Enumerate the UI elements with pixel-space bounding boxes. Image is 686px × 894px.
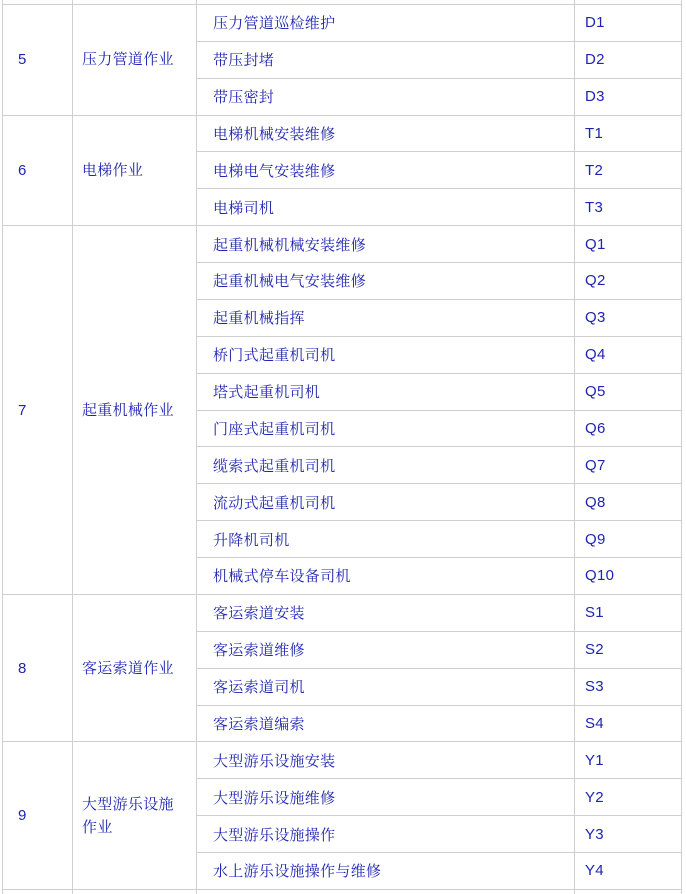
category-cell: 起重机械作业 [73,226,197,595]
item-code-cell: S2 [575,632,682,669]
item-name-cell: 电梯电气安装维修 [197,152,575,189]
partial-row-cell [575,890,682,894]
item-code-cell: Y2 [575,779,682,816]
item-name-cell: 缆索式起重机司机 [197,447,575,484]
item-name-cell: 大型游乐设施操作 [197,816,575,853]
item-name-cell: 起重机械机械安装维修 [197,226,575,263]
item-name-cell: 大型游乐设施维修 [197,779,575,816]
item-name-cell: 流动式起重机司机 [197,484,575,521]
row-number-cell: 8 [3,595,73,743]
item-code-cell: Y3 [575,816,682,853]
partial-row-cell [197,890,575,894]
category-cell: 电梯作业 [73,116,197,227]
row-number-cell: 6 [3,116,73,227]
item-code-cell: S1 [575,595,682,632]
item-name-cell: 起重机械电气安装维修 [197,263,575,300]
row-number-cell: 7 [3,226,73,595]
item-code-cell: Q6 [575,411,682,448]
item-code-cell: T1 [575,116,682,153]
item-name-cell: 门座式起重机司机 [197,411,575,448]
row-number-cell: 9 [3,742,73,890]
item-code-cell: T2 [575,152,682,189]
item-name-cell: 大型游乐设施安装 [197,742,575,779]
item-name-cell: 电梯机械安装维修 [197,116,575,153]
item-code-cell: T3 [575,189,682,226]
item-name-cell: 机械式停车设备司机 [197,558,575,595]
item-name-cell: 客运索道维修 [197,632,575,669]
item-code-cell: D2 [575,42,682,79]
item-name-cell: 起重机械指挥 [197,300,575,337]
category-cell: 客运索道作业 [73,595,197,743]
category-cell: 大型游乐设施作业 [73,742,197,890]
item-name-cell: 压力管道巡检维护 [197,5,575,42]
item-code-cell: Q9 [575,521,682,558]
item-code-cell: Q10 [575,558,682,595]
item-code-cell: S3 [575,669,682,706]
item-name-cell: 客运索道司机 [197,669,575,706]
item-code-cell: Q8 [575,484,682,521]
item-code-cell: Q3 [575,300,682,337]
item-name-cell: 客运索道编索 [197,706,575,743]
item-name-cell: 带压密封 [197,79,575,116]
partial-row-cell [3,890,73,894]
item-name-cell: 塔式起重机司机 [197,374,575,411]
item-code-cell: Q7 [575,447,682,484]
item-code-cell: D1 [575,5,682,42]
item-code-cell: Q4 [575,337,682,374]
item-code-cell: Y4 [575,853,682,890]
item-name-cell: 客运索道安装 [197,595,575,632]
item-code-cell: Q5 [575,374,682,411]
item-code-cell: S4 [575,706,682,743]
category-cell: 压力管道作业 [73,5,197,116]
item-name-cell: 升降机司机 [197,521,575,558]
certification-items-table [2,0,682,894]
item-code-cell: Y1 [575,742,682,779]
item-name-cell: 带压封堵 [197,42,575,79]
item-code-cell: Q1 [575,226,682,263]
row-number-cell: 5 [3,5,73,116]
partial-row-cell [73,890,197,894]
item-name-cell: 电梯司机 [197,189,575,226]
item-name-cell: 水上游乐设施操作与维修 [197,853,575,890]
item-name-cell: 桥门式起重机司机 [197,337,575,374]
item-code-cell: Q2 [575,263,682,300]
item-code-cell: D3 [575,79,682,116]
